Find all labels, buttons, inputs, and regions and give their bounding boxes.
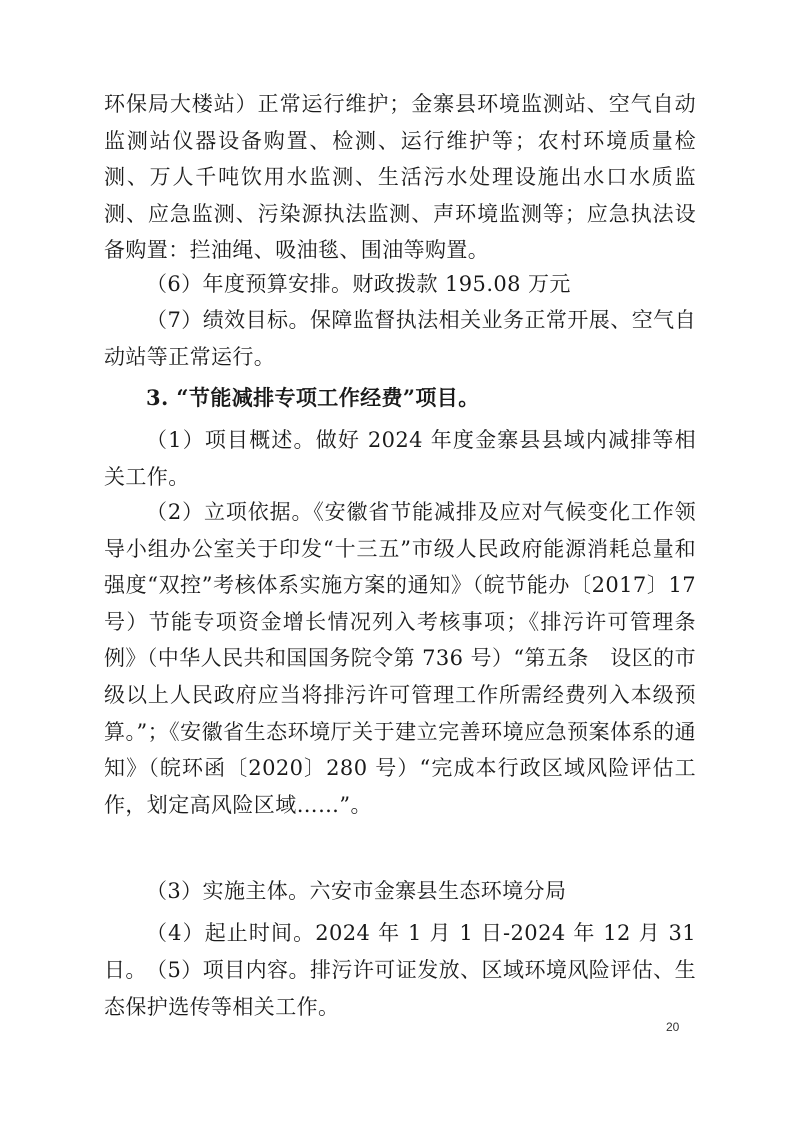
- paragraph-performance-goal: （7）绩效目标。保障监督执法相关业务正常开展、空气自动站等正常运行。: [104, 308, 696, 369]
- paragraph-implementing-body: （3）实施主体。六安市金寨县生态环境分局: [146, 879, 567, 903]
- paragraph-time-period: （4）起止时间。2024 年 1 月 1 日-2024 年 12 月 31 日。: [104, 921, 696, 982]
- paragraph-annual-budget: （6）年度预算安排。财政拨款 195.08 万元: [146, 272, 571, 296]
- paragraph-project-basis: （2）立项依据。《安徽省节能减排及应对气候变化工作领导小组办公室关于印发“十三五”市级人民政府能源消耗总量和强度“双控”考核体系实施方案的通知》（皖节能办〔2017〕17号）节能专项资金增长情况列入考核事项；《排污许可管理条例》（中华人民共和国国务院令第 736 号）“第五条 设区的市级以上人民政府应当将排污许可管理工作所需经费列入本级预算。”；《安徽省生态环境厅关于建立完善环境应急预案体系的通知》（皖环函〔2020〕280 号）“完成本行政区域风险评估工作，划定高风险区域……”。: [104, 500, 696, 817]
- paragraph-monitoring-content: 环保局大楼站）正常运行维护；金寨县环境监测站、空气自动监测站仪器设备购置、检测、运行维护等；农村环境质量检测、万人千吨饮用水监测、生活污水处理设施出水口水质监测、应急监测、污染源执法监测、声环境监测等；应急执法设备购置：拦油绳、吸油毯、围油等购置。: [104, 92, 696, 263]
- paragraph-project-overview: （1）项目概述。做好 2024 年度金寨县县域内减排等相关工作。: [104, 428, 696, 489]
- section-heading-project-3: 3. “节能减排专项工作经费”项目。: [146, 385, 480, 410]
- paragraph-project-content: （5）项目内容。排污许可证发放、区域环境风险评估、生态保护选传等相关工作。: [104, 958, 696, 1019]
- page-number: 20: [666, 1020, 680, 1034]
